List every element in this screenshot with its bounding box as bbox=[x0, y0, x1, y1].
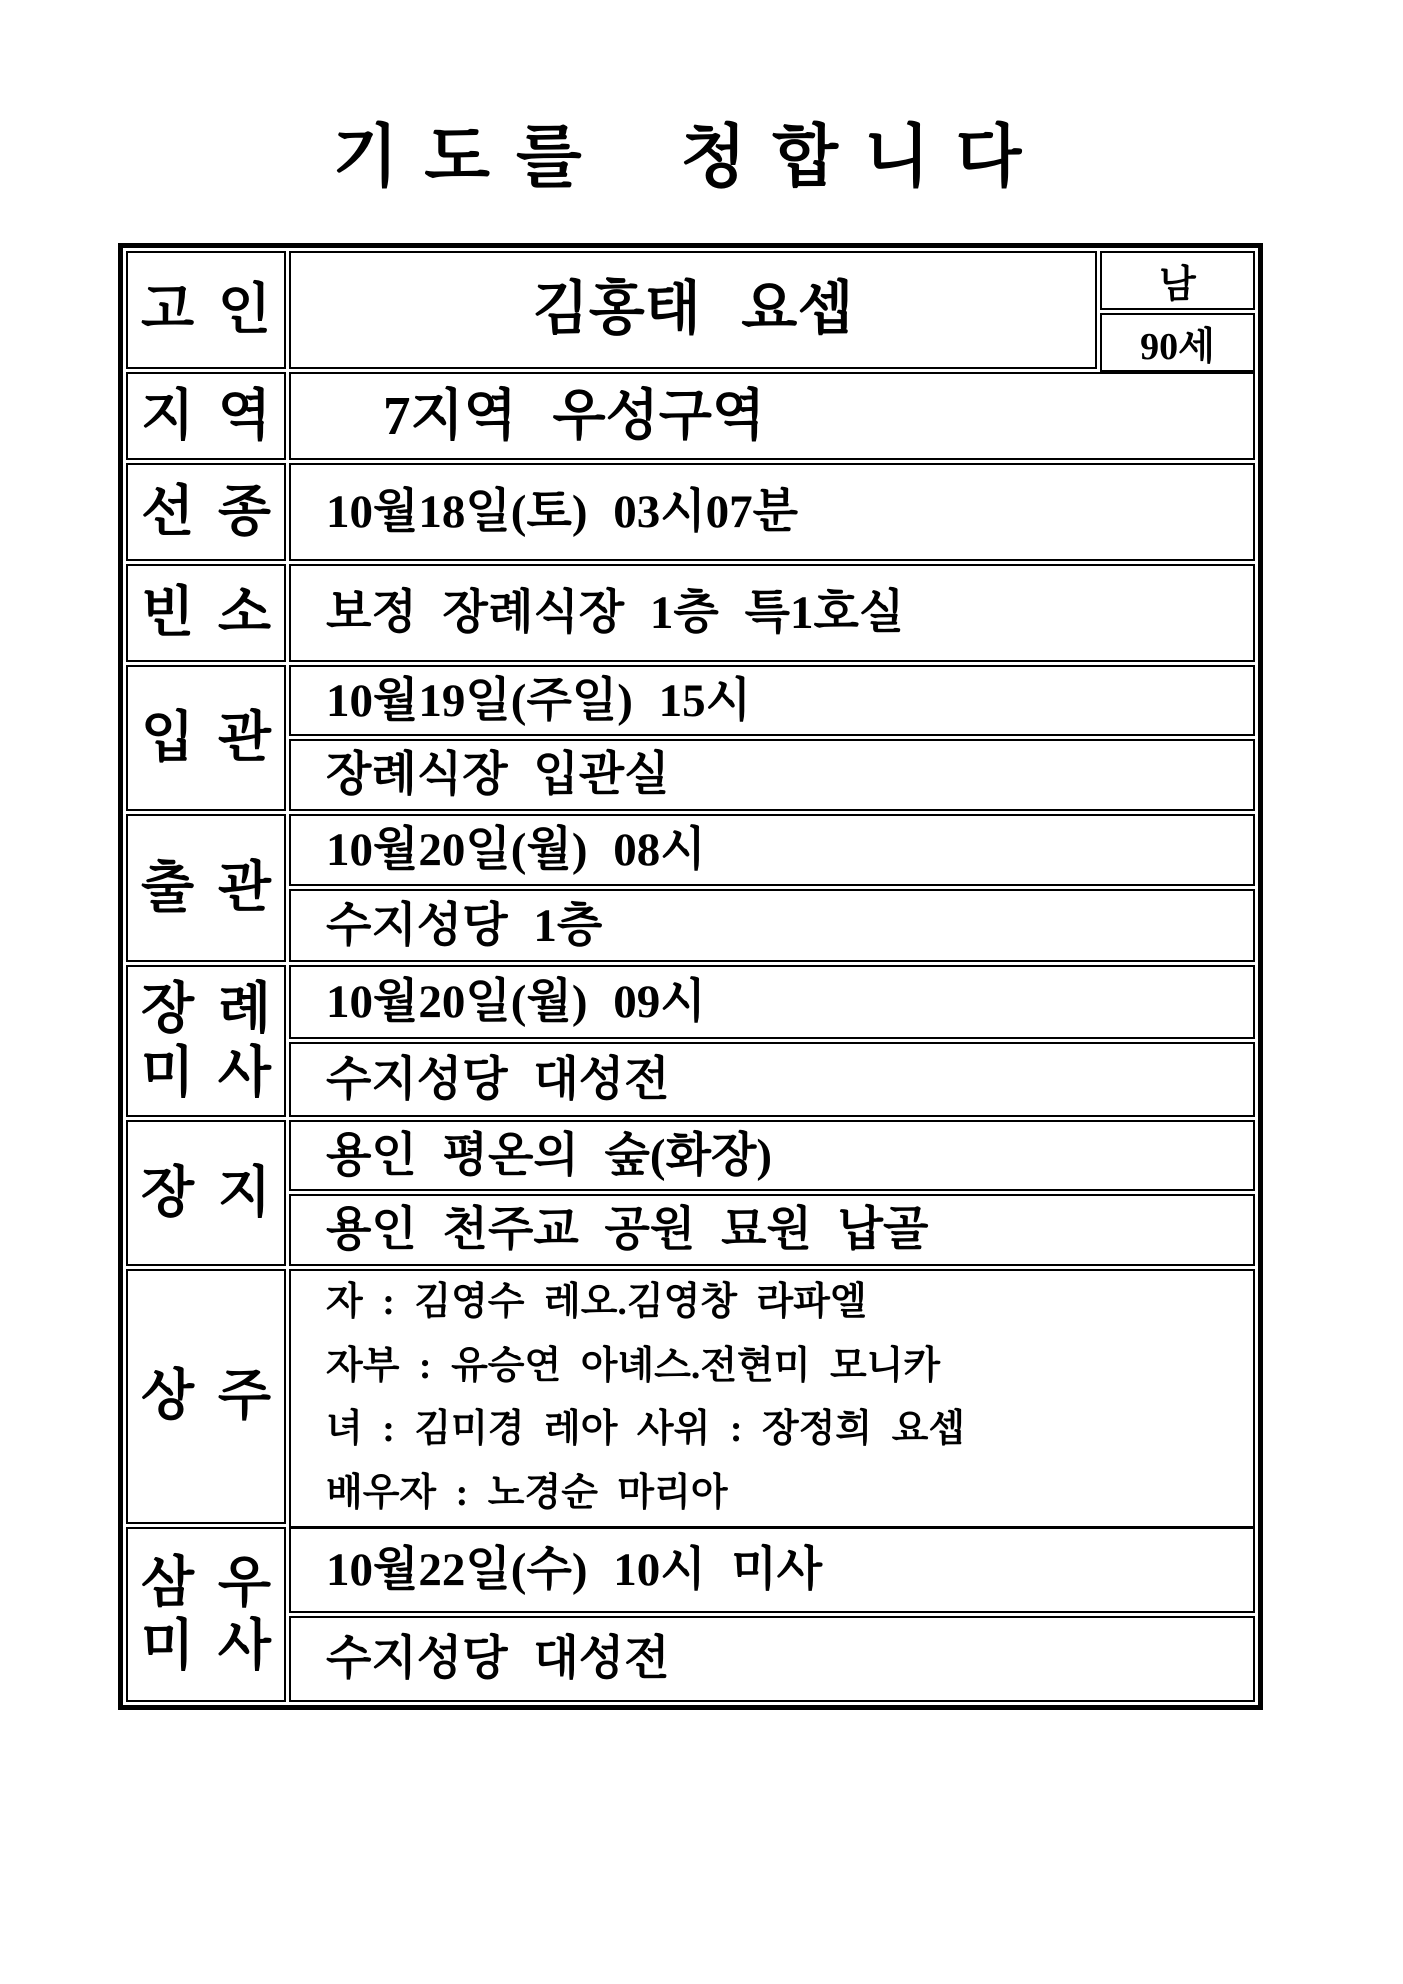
row-burial-site bbox=[126, 1120, 1255, 1266]
row-death bbox=[126, 463, 1255, 561]
label-line: 선 종 bbox=[141, 480, 271, 542]
label-line: 빈 소 bbox=[141, 581, 271, 643]
row-region-values bbox=[289, 372, 1255, 460]
label-line: 미 사 bbox=[141, 1615, 271, 1677]
value-text: 수지성당 대성전 bbox=[326, 1632, 670, 1685]
row-mortuary-label bbox=[126, 564, 286, 662]
value-text: 용인 평온의 숲(화장) bbox=[326, 1129, 773, 1182]
row-casketing-label bbox=[126, 665, 286, 811]
row-deceased-label bbox=[126, 251, 286, 369]
row-region-value-0 bbox=[289, 372, 1255, 460]
row-deceased-value-0 bbox=[289, 251, 1097, 369]
value-text: 자부 : 유승연 아녜스.전현미 모니카 bbox=[326, 1344, 941, 1387]
row-burial-site-value-0 bbox=[289, 1120, 1255, 1192]
row-death-values bbox=[289, 463, 1255, 561]
label-line: 출 관 bbox=[141, 856, 271, 918]
row-mourners-value-0 bbox=[289, 1269, 1255, 1528]
value-text: 10월20일(월) 09시 bbox=[326, 976, 706, 1029]
row-funeral-mass-values bbox=[289, 965, 1255, 1117]
row-death-value-0 bbox=[289, 463, 1255, 561]
value-text: 10월22일(수) 10시 미사 bbox=[326, 1543, 823, 1596]
row-casketing-value-0 bbox=[289, 665, 1255, 737]
row-mourners-label bbox=[126, 1269, 286, 1524]
row-casketing-value-1 bbox=[289, 739, 1255, 811]
label-line: 장 지 bbox=[141, 1161, 271, 1223]
row-region bbox=[126, 372, 1255, 460]
row-casketing-values bbox=[289, 665, 1255, 811]
row-deceased bbox=[126, 251, 1255, 369]
row-departure-value-1 bbox=[289, 889, 1255, 962]
value-text: 김홍태 요셉 bbox=[532, 276, 854, 342]
row-samu-mass-value-0 bbox=[289, 1527, 1255, 1613]
row-samu-mass-values bbox=[289, 1527, 1255, 1702]
value-text: 수지성당 대성전 bbox=[326, 1053, 670, 1106]
value-text: 용인 천주교 공원 묘원 납골 bbox=[326, 1204, 929, 1257]
value-text: 녀 : 김미경 레아 사위 : 장정희 요셉 bbox=[326, 1408, 966, 1451]
row-burial-site-value-1 bbox=[289, 1194, 1255, 1266]
label-line: 고 인 bbox=[141, 278, 271, 340]
row-burial-site-label bbox=[126, 1120, 286, 1266]
row-death-label bbox=[126, 463, 286, 561]
row-mourners bbox=[126, 1269, 1255, 1524]
value-text: 배우자 : 노경순 마리아 bbox=[326, 1472, 728, 1515]
value-text: 10월18일(토) 03시07분 bbox=[326, 485, 799, 538]
label-line: 상 주 bbox=[141, 1365, 271, 1427]
value-text: 7지역 우성구역 bbox=[383, 385, 766, 447]
value-text: 자 : 김영수 레오.김영창 라파엘 bbox=[326, 1280, 867, 1323]
label-line: 미 사 bbox=[141, 1041, 271, 1103]
row-burial-site-values bbox=[289, 1120, 1255, 1266]
row-deceased-side-column bbox=[1100, 251, 1255, 369]
row-samu-mass-value-1 bbox=[289, 1616, 1255, 1702]
label-line: 지 역 bbox=[141, 384, 271, 446]
age-cell: 90세 bbox=[1100, 313, 1255, 372]
row-departure bbox=[126, 814, 1255, 962]
row-samu-mass-label bbox=[126, 1527, 286, 1702]
row-deceased-values bbox=[289, 251, 1255, 369]
label-line: 입 관 bbox=[141, 706, 271, 768]
value-text: 10월20일(월) 08시 bbox=[326, 824, 706, 877]
row-mourners-values bbox=[289, 1269, 1255, 1524]
value-text: 수지성당 1층 bbox=[326, 899, 603, 952]
value-text: 10월19일(주일) 15시 bbox=[326, 674, 752, 727]
row-departure-values bbox=[289, 814, 1255, 962]
row-mortuary bbox=[126, 564, 1255, 662]
row-mortuary-values bbox=[289, 564, 1255, 662]
row-casketing bbox=[126, 665, 1255, 811]
row-departure-label bbox=[126, 814, 286, 962]
page-title: 기도를 청합니다 bbox=[332, 119, 1048, 195]
row-funeral-mass-value-0 bbox=[289, 965, 1255, 1040]
row-samu-mass bbox=[126, 1527, 1255, 1702]
value-text: 보정 장례식장 1층 특1호실 bbox=[326, 586, 905, 639]
value-text: 장례식장 입관실 bbox=[326, 749, 670, 802]
notice-table bbox=[118, 243, 1263, 1710]
label-line: 장 례 bbox=[141, 978, 271, 1040]
row-funeral-mass-label bbox=[126, 965, 286, 1117]
gender-cell: 남 bbox=[1100, 251, 1255, 310]
row-funeral-mass bbox=[126, 965, 1255, 1117]
row-mortuary-value-0 bbox=[289, 564, 1255, 662]
row-region-label bbox=[126, 372, 286, 460]
row-funeral-mass-value-1 bbox=[289, 1042, 1255, 1117]
label-line: 삼 우 bbox=[141, 1551, 271, 1613]
row-departure-value-0 bbox=[289, 814, 1255, 887]
